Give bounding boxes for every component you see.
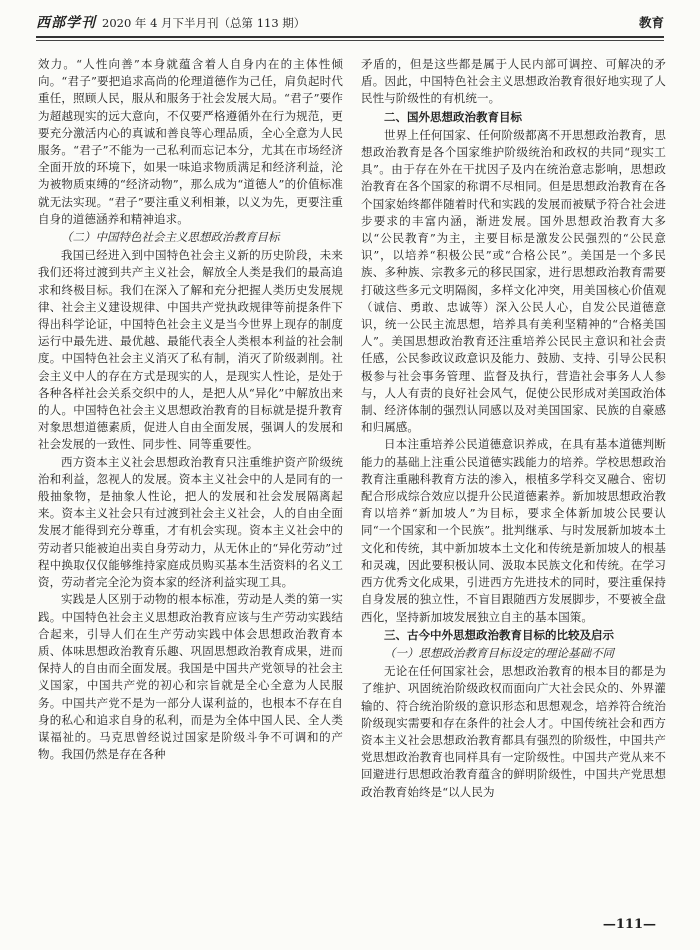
left-paragraph-2: 我国已经进入到中国特色社会主义新的历史阶段，未来我们还将过渡到共产主义社会，解放全人类是我们的最高追求和终极目标。我们在深入了解和充分把握人类历史发展规律、社会主义建设规律、中国共产党执政规律等前提条件下得出科学论证，中国特色社会主义是当今世界上现存的制度运行中最先进、最优越、最能代表全人类根本利益的社会制度。中国特色社会主义消灭了私有制，消灭了阶级剥削。社会主义中人的存在方式是现实的人，是现实人性论，是处于各种各样社会关系交织中的人，是把人从“异化”中解放出来的人。中国特色社会主义思想政治教育的目标就是提升教育对象思想道德素质，促进人自由全面发展，强调人的发展和社会发展的一致性、同步性、同等重要性。 — [38, 248, 343, 452]
issue-info: 2020 年 4 月下半月刊（总第 113 期） — [102, 16, 306, 30]
section-label: 教育 — [638, 15, 664, 30]
left-column — [38, 56, 343, 906]
right-paragraph-2: 世界上任何国家、任何阶级都离不开思想政治教育，思想政治教育是各个国家维护阶级统治和政权的共同“现实工具”。由于存在外在干扰因子及内在统治意志影响，思想政治教育在各个国家的称谓不尽相同。但是思想政治教育在各个国家始终都伴随着时代和实践的发展而被赋予符合社会进步要求的丰富内涵，渐进发展。国外思想政治教育大多以“公民教育”为主，主要目标是激发公民强烈的“公民意识”，以培养“积极公民”或“合格公民”。美国是一个多民族、多种族、宗教多元的移民国家，进行思想政治教育需要打破这些多元文明隔阂，多样文化冲突，用美国核心价值观（诚信、勇敢、忠诚等）深入公民人心，自发公民道德意识，统一公民主流思想，培养具有美利坚精神的“合格美国人”。美国思想政治教育还注重培养公民民主意识和社会责任感，公民参政议政意识及能力、鼓励、支持、引导公民积极参与社会事务管理、监督及执行，营造社会事务人人参与，人人有责的良好社会风气，促使公民形成对美国政治体制、经济体制的强烈认同感以及对美国国家、民族的自豪感和归属感。 — [361, 127, 666, 435]
header-rule-thick — [36, 36, 664, 38]
header-rule-thin — [36, 40, 664, 41]
right-paragraph-4: 无论在任何国家社会，思想政治教育的根本目的都是为了维护、巩固统治阶级政权而面向广大社会民众的、外界灌输的、符合统治阶级的意识形态和思想观念，培养符合统治阶级现实需要和存在条件的社会人才。中国传统社会和西方资本主义社会思想政治教育都具有强烈的阶级性，中国共产党思想政治教育也同样具有一定阶级性。中国共产党从来不回避进行思想政治教育蕴含的鲜明阶级性，中国共产党思想政治教育始终是“以人民为 — [361, 664, 666, 799]
journal-info — [36, 12, 305, 32]
subsection-heading-chinese-goals: （二）中国特色社会主义思想政治教育目标 — [61, 230, 280, 245]
page-header — [36, 8, 664, 36]
section-heading-comparison: 三、古今中外思想政治教育目标的比较及启示 — [384, 627, 614, 642]
journal-name: 西部学刊 — [36, 15, 96, 31]
right-column — [361, 56, 666, 906]
section-heading-foreign-goals: 二、国外思想政治教育目标 — [384, 109, 522, 124]
page-number: —111— — [602, 917, 656, 932]
right-paragraph-1: 矛盾的，但是这些都是属于人民内部可调控、可解决的矛盾。因此，中国特色社会主义思想政治教育很好地实现了人民性与阶级性的有机统一。 — [361, 57, 666, 106]
subsection-heading-theory-basis: （一）思想政治教育目标设定的理论基础不同 — [384, 645, 614, 660]
right-paragraph-3: 日本注重培养公民道德意识养成，在具有基本道德判断能力的基础上注重公民道德实践能力的培养。学校思想政治教育注重融科教育方法的渗入，根植多学科交叉融合、密切配合形成综合效应以提升公民道德素养。新加坡思想政治教育以培养“新加坡人”为目标，要求全体新加坡公民要认同“一个国家和一个民族”。批判继承、与时发展新加坡本土文化和传统，其中新加坡本土文化和传统是新加坡人的根基和灵魂，因此要积极认同、汲取本民族文化和传统。在学习西方优秀文化成果，引进西方先进技术的同时，要注重保持自身发展的独立性，不盲目跟随西方发展脚步，不要被全盘西化，坚持新加坡发展独立自主的基本国策。 — [361, 437, 666, 624]
left-paragraph-4: 实践是人区别于动物的根本标准，劳动是人类的第一实践。中国特色社会主义思想政治教育应该与生产劳动实践结合起来，引导人们在生产劳动实践中体会思想政治教育本质、体味思想政治教育乐趣、巩固思想政治教育成果，进而保持人的自由而全面发展。我国是中国共产党领导的社会主义国家，中国共产党的初心和宗旨就是全心全意为人民服务。中国共产党不是为一部分人谋利益的，也根本不存在自身的私心和追求自身的私利，而是为全体中国人民、全人类谋福祉的。马克思曾经说过国家是阶级斗争不可调和的产物。我国仍然是存在各种 — [38, 592, 343, 762]
left-paragraph-3: 西方资本主义社会思想政治教育只注重维护资产阶级统治和利益，忽视人的发展。资本主义社会中的人是同有的一般抽象物，是抽象人性论，把人的发展和社会发展隔离起来。资本主义社会只有过渡到社会主义社会，人的自由全面发展才能得到充分尊重，才有机会实现。资本主义社会中的劳动者只能被迫出卖自身劳动力，从无休止的“异化劳动”过程中换取仅仅能够维持家庭成员购买基本生活资料的名义工资，劳动者完全沦为资本家的经济利益实现工具。 — [38, 454, 343, 590]
article-body — [38, 56, 666, 906]
left-paragraph-1: 效力。“人性向善”本身就蕴含着人自身内在的主体性倾向。“君子”要把追求高尚的伦理道德作为己任，肩负起时代重任，照顾人民，服从和服务于社会发展大局。“君子”要作为超越现实的远大意向，不仅要严格遵循外在行为规范，更要充分激活内心的真诚和善良等心理品质，全心全意为人民服务。“君子”不能为一己私利而忘记本分，尤其在市场经济全面开放的环境下，如果一味追求物质满足和经济利益，沦为被物质束缚的“经济动物”，那么成为“道德人”的价值标准就无法实现。“君子”要注重义利相兼，以义为先，更要注重自身的道德涵养和精神追求。 — [38, 57, 343, 226]
